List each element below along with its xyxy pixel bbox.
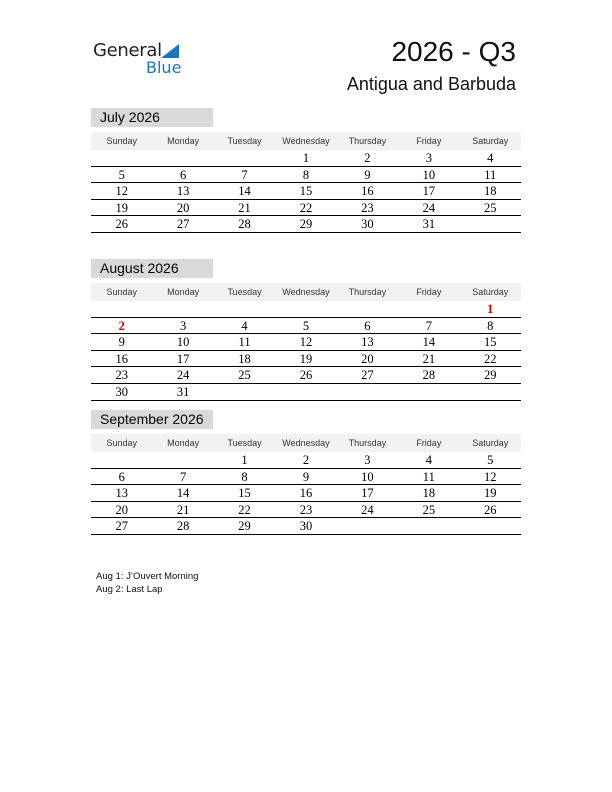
weekday-label: Sunday bbox=[106, 438, 137, 448]
day-cell: 21 bbox=[176, 502, 190, 517]
day-cell: 9 bbox=[364, 167, 371, 182]
day-cell: 1 bbox=[302, 151, 310, 165]
weekday-header-row bbox=[91, 283, 521, 301]
day-cell bbox=[91, 452, 152, 468]
page-title: 2026 - Q3 bbox=[391, 36, 516, 67]
day-cell: 14 bbox=[422, 335, 436, 350]
week-row bbox=[91, 318, 521, 335]
day-cell: 12 bbox=[115, 184, 128, 199]
day-cell: 19 bbox=[115, 200, 128, 215]
day-cell: 3 bbox=[180, 318, 187, 333]
day-cell: 3 bbox=[425, 151, 432, 165]
weekday-label: Tuesday bbox=[227, 136, 262, 146]
week-row bbox=[91, 167, 521, 184]
day-cell bbox=[337, 384, 398, 400]
day-cell: 17 bbox=[422, 184, 436, 199]
week-row bbox=[91, 469, 521, 486]
day-cell: 31 bbox=[422, 217, 436, 232]
day-cell: 6 bbox=[364, 318, 371, 333]
month-block bbox=[91, 259, 521, 401]
day-cell bbox=[214, 384, 275, 400]
day-cell: 24 bbox=[361, 502, 374, 517]
day-cell: 13 bbox=[361, 335, 374, 350]
day-cell: 13 bbox=[115, 486, 128, 501]
weekday-label: Thursday bbox=[348, 287, 387, 297]
day-cell bbox=[152, 452, 213, 468]
day-cell: 4 bbox=[241, 318, 248, 333]
day-cell: 9 bbox=[302, 469, 310, 484]
day-cell: 4 bbox=[487, 151, 494, 165]
day-cell: 5 bbox=[118, 167, 125, 182]
day-cell: 30 bbox=[299, 519, 313, 534]
day-cell bbox=[214, 150, 275, 166]
day-cell: 12 bbox=[299, 335, 313, 350]
day-cell: 18 bbox=[238, 351, 251, 366]
day-cell: 24 bbox=[422, 200, 436, 215]
day-cell bbox=[460, 518, 521, 534]
day-cell: 2 bbox=[302, 453, 310, 467]
month-grid bbox=[91, 283, 521, 401]
day-cell: 7 bbox=[180, 469, 187, 484]
week-row bbox=[91, 518, 521, 535]
day-cell bbox=[398, 518, 459, 534]
day-cell: 23 bbox=[115, 368, 128, 383]
day-cell: 7 bbox=[425, 318, 432, 333]
day-cell: 19 bbox=[483, 486, 497, 501]
day-cell: 10 bbox=[361, 469, 374, 484]
day-cell: 20 bbox=[361, 351, 374, 366]
holiday-notes bbox=[96, 570, 198, 596]
week-row bbox=[91, 502, 521, 519]
day-cell: 8 bbox=[487, 318, 494, 333]
day-cell: 23 bbox=[361, 200, 374, 215]
day-cell: 28 bbox=[176, 519, 190, 534]
day-cell: 26 bbox=[299, 368, 313, 383]
day-cell: 17 bbox=[176, 351, 190, 366]
weekday-label: Monday bbox=[167, 438, 200, 448]
month-name: August 2026 bbox=[91, 259, 213, 278]
day-cell bbox=[91, 301, 152, 317]
day-cell: 13 bbox=[176, 184, 190, 199]
day-cell: 23 bbox=[299, 502, 313, 517]
week-row bbox=[91, 200, 521, 217]
day-cell: 30 bbox=[361, 217, 374, 232]
day-cell: 7 bbox=[241, 167, 248, 182]
day-cell: 17 bbox=[361, 486, 374, 501]
day-cell: 28 bbox=[238, 217, 251, 232]
month-grid bbox=[91, 132, 521, 233]
week-row bbox=[91, 485, 521, 502]
week-row bbox=[91, 216, 521, 233]
country-name: Antigua and Barbuda bbox=[346, 74, 516, 94]
weekday-label: Monday bbox=[167, 287, 200, 297]
day-cell: 9 bbox=[118, 335, 125, 350]
day-cell: 20 bbox=[176, 200, 190, 215]
day-cell: 31 bbox=[176, 384, 190, 399]
weekday-label: Wednesday bbox=[282, 438, 330, 448]
day-cell: 1 bbox=[487, 302, 494, 316]
day-cell: 4 bbox=[425, 453, 432, 467]
weekday-label: Wednesday bbox=[282, 136, 330, 146]
weekday-label: Thursday bbox=[348, 438, 387, 448]
month-name: September 2026 bbox=[91, 410, 213, 429]
day-cell: 5 bbox=[302, 318, 310, 333]
week-row bbox=[91, 183, 521, 200]
day-cell: 25 bbox=[483, 200, 497, 215]
day-cell: 11 bbox=[238, 335, 251, 350]
weekday-label: Friday bbox=[416, 287, 442, 297]
day-cell: 29 bbox=[483, 368, 497, 383]
day-cell: 11 bbox=[422, 469, 435, 484]
weekday-label: Saturday bbox=[472, 136, 509, 146]
month-block bbox=[91, 410, 521, 535]
day-cell: 2 bbox=[364, 151, 371, 165]
day-cell: 15 bbox=[483, 335, 497, 350]
day-cell bbox=[337, 518, 398, 534]
week-row bbox=[91, 351, 521, 368]
day-cell bbox=[214, 301, 275, 317]
day-cell bbox=[275, 384, 336, 400]
day-cell: 27 bbox=[361, 368, 374, 383]
day-cell: 10 bbox=[422, 167, 436, 182]
day-cell bbox=[152, 150, 213, 166]
day-cell: 22 bbox=[299, 200, 313, 215]
day-cell bbox=[91, 150, 152, 166]
day-cell: 14 bbox=[176, 486, 190, 501]
day-cell: 8 bbox=[302, 167, 310, 182]
logo-triangle-icon bbox=[161, 44, 179, 58]
day-cell: 3 bbox=[364, 453, 371, 467]
day-cell: 1 bbox=[241, 453, 248, 467]
weekday-label: Thursday bbox=[348, 136, 387, 146]
logo-text-blue: Blue bbox=[146, 58, 182, 77]
day-cell: 26 bbox=[483, 502, 497, 517]
day-cell: 25 bbox=[238, 368, 251, 383]
week-row bbox=[91, 150, 521, 167]
day-cell bbox=[460, 216, 521, 232]
day-cell: 16 bbox=[115, 351, 128, 366]
day-cell: 28 bbox=[422, 368, 436, 383]
day-cell: 25 bbox=[422, 502, 436, 517]
day-cell: 5 bbox=[487, 453, 494, 467]
weekday-header-row bbox=[91, 132, 521, 150]
day-cell: 22 bbox=[483, 351, 497, 366]
day-cell: 18 bbox=[422, 486, 436, 501]
day-cell: 11 bbox=[484, 167, 497, 182]
day-cell: 20 bbox=[115, 502, 128, 517]
day-cell: 30 bbox=[115, 384, 128, 399]
weekday-label: Sunday bbox=[106, 287, 137, 297]
day-cell: 2 bbox=[118, 318, 125, 333]
day-cell: 14 bbox=[238, 184, 251, 199]
week-row bbox=[91, 367, 521, 384]
day-cell: 6 bbox=[118, 469, 125, 484]
day-cell: 16 bbox=[299, 486, 313, 501]
month-grid bbox=[91, 434, 521, 535]
day-cell: 29 bbox=[238, 519, 251, 534]
day-cell: 8 bbox=[241, 469, 248, 484]
month-block bbox=[91, 108, 521, 233]
day-cell bbox=[398, 301, 459, 317]
day-cell: 21 bbox=[422, 351, 436, 366]
week-row bbox=[91, 384, 521, 401]
day-cell bbox=[152, 301, 213, 317]
logo-text-general: General bbox=[93, 40, 162, 61]
week-row bbox=[91, 301, 521, 318]
day-cell: 21 bbox=[238, 200, 251, 215]
day-cell: 22 bbox=[238, 502, 251, 517]
day-cell: 19 bbox=[299, 351, 313, 366]
day-cell: 24 bbox=[176, 368, 190, 383]
day-cell: 6 bbox=[180, 167, 187, 182]
weekday-label: Tuesday bbox=[227, 438, 262, 448]
weekday-label: Friday bbox=[416, 136, 442, 146]
weekday-header-row bbox=[91, 434, 521, 452]
day-cell: 18 bbox=[483, 184, 497, 199]
month-name: July 2026 bbox=[91, 108, 213, 127]
day-cell bbox=[275, 301, 336, 317]
weekday-label: Sunday bbox=[106, 136, 137, 146]
week-row bbox=[91, 334, 521, 351]
day-cell: 27 bbox=[115, 519, 128, 534]
generalblue-logo bbox=[93, 40, 193, 80]
week-row bbox=[91, 452, 521, 469]
weekday-label: Wednesday bbox=[282, 287, 330, 297]
day-cell: 27 bbox=[176, 217, 190, 232]
day-cell: 29 bbox=[299, 217, 313, 232]
day-cell: 26 bbox=[115, 217, 128, 232]
weekday-label: Saturday bbox=[472, 287, 509, 297]
holiday-note: Aug 1: J’Ouvert Morning bbox=[96, 571, 199, 582]
day-cell bbox=[398, 384, 459, 400]
weekday-label: Tuesday bbox=[227, 287, 262, 297]
day-cell: 10 bbox=[176, 335, 190, 350]
weekday-label: Saturday bbox=[472, 438, 509, 448]
day-cell: 12 bbox=[483, 469, 497, 484]
day-cell: 15 bbox=[238, 486, 251, 501]
weekday-label: Monday bbox=[167, 136, 200, 146]
holiday-note: Aug 2: Last Lap bbox=[96, 584, 163, 595]
day-cell: 16 bbox=[361, 184, 374, 199]
day-cell bbox=[460, 384, 521, 400]
day-cell: 15 bbox=[299, 184, 313, 199]
day-cell bbox=[337, 301, 398, 317]
weekday-label: Friday bbox=[416, 438, 442, 448]
